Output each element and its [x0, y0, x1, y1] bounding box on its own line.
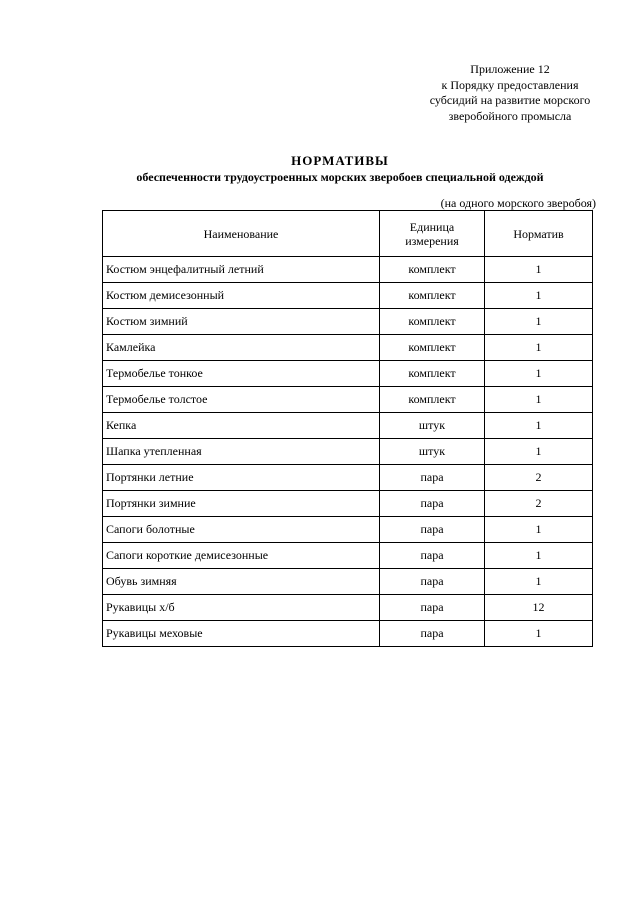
norm-value-cell: 1 — [485, 569, 593, 595]
header-unit — [380, 211, 485, 257]
norm-value-cell: 2 — [485, 465, 593, 491]
table-row — [103, 387, 593, 413]
norm-value-cell: 1 — [485, 543, 593, 569]
table-row — [103, 309, 593, 335]
norm-value-cell: 1 — [485, 621, 593, 647]
norm-value-cell: 1 — [485, 387, 593, 413]
table-header-row — [103, 211, 593, 257]
norm-value-cell: 1 — [485, 517, 593, 543]
table-body — [103, 257, 593, 647]
table-row — [103, 517, 593, 543]
item-name-cell: Костюм демисезонный — [103, 283, 380, 309]
unit-cell: пара — [380, 621, 485, 647]
item-name-cell: Портянки летние — [103, 465, 380, 491]
norms-table — [102, 210, 593, 647]
unit-cell: комплект — [380, 283, 485, 309]
item-name-cell: Термобелье тонкое — [103, 361, 380, 387]
table-row — [103, 439, 593, 465]
norm-value-cell: 1 — [485, 361, 593, 387]
table-row — [103, 595, 593, 621]
norm-value-cell: 1 — [485, 257, 593, 283]
item-name-cell: Обувь зимняя — [103, 569, 380, 595]
appendix-line: к Порядку предоставления — [441, 77, 579, 92]
table-row — [103, 257, 593, 283]
item-name-cell: Костюм зимний — [103, 309, 380, 335]
item-name-cell: Рукавицы меховые — [103, 621, 380, 647]
appendix-line: Приложение 12 — [470, 62, 550, 76]
header-norm: Норматив — [485, 211, 593, 257]
appendix-line: зверобойного промысла — [448, 108, 572, 123]
unit-cell: штук — [380, 439, 485, 465]
item-name-cell: Рукавицы х/б — [103, 595, 380, 621]
table-row — [103, 621, 593, 647]
table-row — [103, 543, 593, 569]
item-name-cell: Костюм энцефалитный летний — [103, 257, 380, 283]
item-name-cell: Сапоги короткие демисезонные — [103, 543, 380, 569]
unit-cell: комплект — [380, 335, 485, 361]
norm-value-cell: 1 — [485, 335, 593, 361]
item-name-cell: Портянки зимние — [103, 491, 380, 517]
table-row — [103, 491, 593, 517]
unit-cell: пара — [380, 595, 485, 621]
unit-cell: пара — [380, 517, 485, 543]
appendix-header — [410, 62, 610, 124]
unit-cell: комплект — [380, 361, 485, 387]
table-row — [103, 361, 593, 387]
unit-cell: пара — [380, 491, 485, 517]
table-row — [103, 569, 593, 595]
unit-cell: комплект — [380, 387, 485, 413]
header-unit-line2: измерения — [405, 233, 459, 248]
norm-value-cell: 1 — [485, 309, 593, 335]
header-unit-line1: Единица — [409, 219, 455, 234]
item-name-cell: Термобелье толстое — [103, 387, 380, 413]
per-person-note: (на одного морского зверобоя) — [440, 196, 596, 210]
item-name-cell: Шапка утепленная — [103, 439, 380, 465]
norm-value-cell: 2 — [485, 491, 593, 517]
table-row — [103, 413, 593, 439]
document-subtitle: обеспеченности трудоустроенных морских зверобоев специальной одеждой — [136, 170, 544, 184]
unit-cell: штук — [380, 413, 485, 439]
unit-cell: комплект — [380, 309, 485, 335]
header-name: Наименование — [103, 211, 380, 257]
unit-cell: пара — [380, 465, 485, 491]
item-name-cell: Камлейка — [103, 335, 380, 361]
document-title: НОРМАТИВЫ — [291, 153, 389, 168]
unit-cell: комплект — [380, 257, 485, 283]
norm-value-cell: 12 — [485, 595, 593, 621]
table-row — [103, 283, 593, 309]
unit-cell: пара — [380, 569, 485, 595]
item-name-cell: Кепка — [103, 413, 380, 439]
table-row — [103, 335, 593, 361]
norm-value-cell: 1 — [485, 283, 593, 309]
unit-cell: пара — [380, 543, 485, 569]
item-name-cell: Сапоги болотные — [103, 517, 380, 543]
norm-value-cell: 1 — [485, 413, 593, 439]
norm-value-cell: 1 — [485, 439, 593, 465]
appendix-line: субсидий на развитие морского — [429, 93, 591, 107]
table-row — [103, 465, 593, 491]
